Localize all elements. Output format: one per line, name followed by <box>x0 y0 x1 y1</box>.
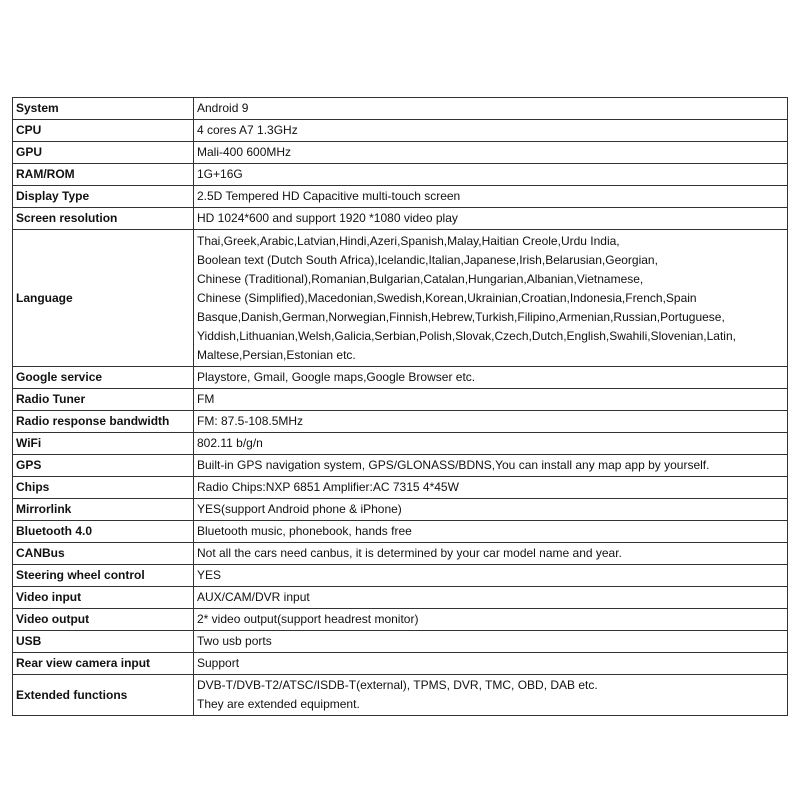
spec-row <box>13 675 788 716</box>
spec-value-line: Maltese,Persian,Estonian etc. <box>197 347 356 362</box>
spec-value: Support <box>194 653 788 675</box>
spec-label: USB <box>13 631 194 653</box>
spec-value: Playstore, Gmail, Google maps,Google Browser etc. <box>194 367 788 389</box>
spec-value: 2* video output(support headrest monitor) <box>194 609 788 631</box>
spec-row <box>13 587 788 609</box>
spec-value-line: They are extended equipment. <box>197 697 360 711</box>
spec-row <box>13 521 788 543</box>
spec-label: RAM/ROM <box>13 164 194 186</box>
spec-label: WiFi <box>13 433 194 455</box>
spec-value: Mali-400 600MHz <box>194 142 788 164</box>
spec-label: CPU <box>13 120 194 142</box>
spec-row <box>13 433 788 455</box>
spec-value: FM <box>194 389 788 411</box>
spec-label: Chips <box>13 477 194 499</box>
spec-label: Bluetooth 4.0 <box>13 521 194 543</box>
spec-row <box>13 499 788 521</box>
spec-row <box>13 609 788 631</box>
spec-label: Language <box>13 230 194 367</box>
spec-row <box>13 565 788 587</box>
spec-label: Extended functions <box>13 675 194 716</box>
spec-value: 1G+16G <box>194 164 788 186</box>
spec-value <box>194 230 788 367</box>
spec-label: Video output <box>13 609 194 631</box>
spec-label: Google service <box>13 367 194 389</box>
spec-label: System <box>13 98 194 120</box>
spec-row <box>13 653 788 675</box>
spec-row <box>13 142 788 164</box>
spec-label: CANBus <box>13 543 194 565</box>
spec-label: GPU <box>13 142 194 164</box>
spec-row <box>13 455 788 477</box>
spec-value-line: Boolean text (Dutch South Africa),Icelandic,Italian,Japanese,Irish,Belarusian,Georgian, <box>197 252 658 267</box>
spec-row <box>13 411 788 433</box>
spec-value-line: Thai,Greek,Arabic,Latvian,Hindi,Azeri,Spanish,Malay,Haitian Creole,Urdu India, <box>197 233 620 248</box>
spec-value: HD 1024*600 and support 1920 *1080 video play <box>194 208 788 230</box>
spec-value-line: Chinese (Traditional),Romanian,Bulgarian,Catalan,Hungarian,Albanian,Vietnamese, <box>197 271 644 286</box>
spec-value: YES(support Android phone & iPhone) <box>194 499 788 521</box>
spec-row <box>13 208 788 230</box>
spec-value: Not all the cars need canbus, it is determined by your car model name and year. <box>194 543 788 565</box>
spec-value: Built-in GPS navigation system, GPS/GLONASS/BDNS,You can install any map app by yourself. <box>194 455 788 477</box>
spec-label: Steering wheel control <box>13 565 194 587</box>
spec-label: Mirrorlink <box>13 499 194 521</box>
spec-value: 4 cores A7 1.3GHz <box>194 120 788 142</box>
spec-value <box>194 675 788 716</box>
spec-value-line: DVB-T/DVB-T2/ATSC/ISDB-T(external), TPMS, DVR, TMC, OBD, DAB etc. <box>197 678 598 692</box>
spec-label: Radio response bandwidth <box>13 411 194 433</box>
spec-label: Display Type <box>13 186 194 208</box>
spec-row <box>13 631 788 653</box>
spec-row <box>13 120 788 142</box>
spec-label: GPS <box>13 455 194 477</box>
spec-value-line: Yiddish,Lithuanian,Welsh,Galicia,Serbian,Polish,Slovak,Czech,Dutch,English,Swahili,Slovenian,Latin, <box>197 328 736 343</box>
spec-row <box>13 98 788 120</box>
spec-label: Rear view camera input <box>13 653 194 675</box>
spec-value: FM: 87.5-108.5MHz <box>194 411 788 433</box>
spec-row <box>13 230 788 367</box>
spec-value: 2.5D Tempered HD Capacitive multi-touch screen <box>194 186 788 208</box>
spec-value-line: Chinese (Simplified),Macedonian,Swedish,Korean,Ukrainian,Croatian,Indonesia,French,Spain <box>197 290 697 305</box>
spec-label: Screen resolution <box>13 208 194 230</box>
spec-value: AUX/CAM/DVR input <box>194 587 788 609</box>
spec-row <box>13 164 788 186</box>
spec-table <box>12 97 788 716</box>
spec-value: Bluetooth music, phonebook, hands free <box>194 521 788 543</box>
spec-value: Android 9 <box>194 98 788 120</box>
spec-value-line: Basque,Danish,German,Norwegian,Finnish,Hebrew,Turkish,Filipino,Armenian,Russian,Portuguese, <box>197 309 725 324</box>
spec-row <box>13 389 788 411</box>
spec-row <box>13 477 788 499</box>
spec-value: 802.11 b/g/n <box>194 433 788 455</box>
spec-value: Two usb ports <box>194 631 788 653</box>
spec-row <box>13 543 788 565</box>
spec-value: Radio Chips:NXP 6851 Amplifier:AC 7315 4*45W <box>194 477 788 499</box>
spec-label: Radio Tuner <box>13 389 194 411</box>
spec-row <box>13 186 788 208</box>
spec-row <box>13 367 788 389</box>
spec-value: YES <box>194 565 788 587</box>
spec-label: Video input <box>13 587 194 609</box>
